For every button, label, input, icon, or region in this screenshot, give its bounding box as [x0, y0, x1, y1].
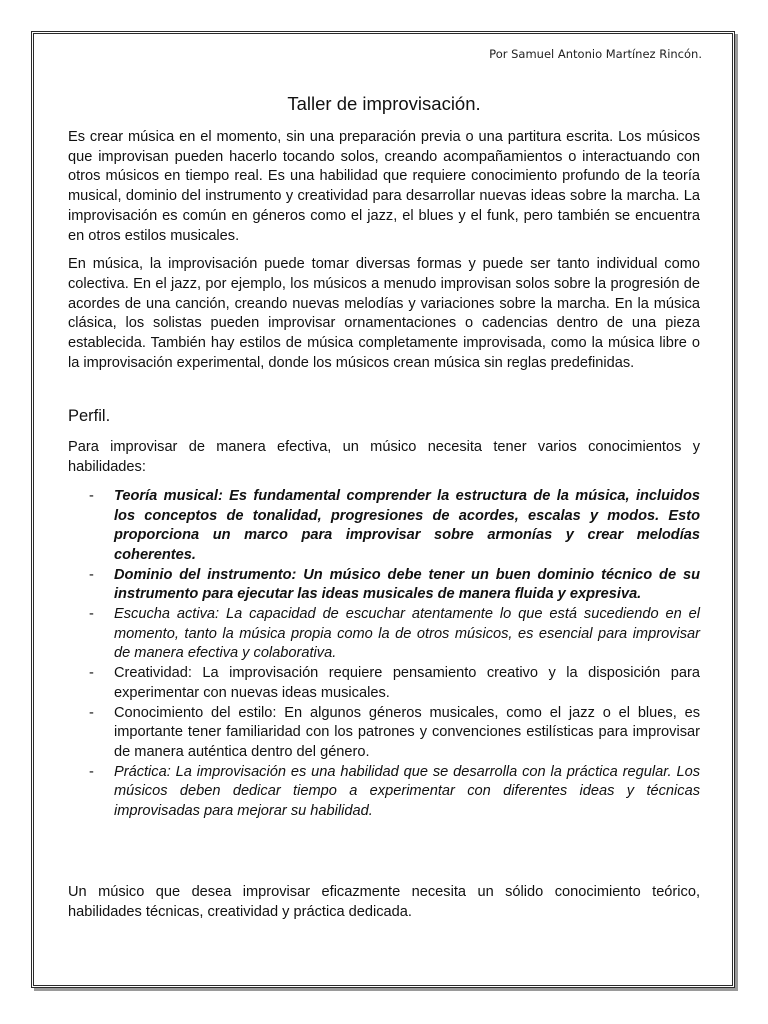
author-line: Por Samuel Antonio Martínez Rincón. [489, 47, 702, 61]
skill-text: Teoría musical: Es fundamental comprender la estructura de la música, incluidos los conceptos de tonalidad, progresiones de acordes, escalas y modos. Esto proporciona un marco para improvisar sobre armonías y crear melodías coherentes. [114, 487, 700, 563]
list-item-practica [68, 763, 700, 822]
bullet-dash: - [89, 566, 94, 583]
bullet-dash: - [89, 763, 94, 780]
bullet-dash: - [89, 665, 94, 682]
list-item-creatividad [68, 664, 700, 703]
intro-paragraph-2: En música, la improvisación puede tomar diversas formas y puede ser tanto individual como colectiva. En el jazz, por ejemplo, los músicos a menudo improvisan solos sobre la progresión de acordes de una canción, creando nuevas melodías y variaciones sobre la marcha. En la música clásica, los solistas pueden improvisar ornamentaciones o cadencias dentro de una pieza establecida. También hay estilos de música completamente improvisada, como la música libre o la improvisación experimental, donde los músicos crean música sin reglas predefinidas. [68, 256, 700, 371]
section-intro: Para improvisar de manera efectiva, un músico necesita tener varios conocimientos y habilidades: [68, 439, 700, 476]
document-title: Taller de improvisación. [287, 93, 481, 114]
skill-text: Escucha activa: La capacidad de escuchar atentamente lo que está sucediendo en el momento, tanto la música propia como la de otros músicos, es esencial para improvisar de manera efectiva y colaborativa. [114, 606, 700, 662]
list-item-escucha [68, 605, 700, 664]
skill-text: Práctica: La improvisación es una habilidad que se desarrolla con la práctica regular. Los músicos deben dedicar tiempo a experimentar con diferentes ideas y técnicas improvisadas para mejorar su habilidad. [114, 763, 700, 820]
bullet-dash: - [89, 487, 94, 504]
list-item-dominio [68, 566, 700, 605]
skill-text: Dominio del instrumento: Un músico debe tener un buen dominio técnico de su instrumento para ejecutar las ideas musicales de manera fluida y expresiva. [114, 566, 700, 603]
skills-list [68, 487, 700, 822]
bullet-dash: - [89, 606, 94, 623]
closing-paragraph: Un músico que desea improvisar eficazmente necesita un sólido conocimiento teórico, habilidades técnicas, creatividad y práctica dedicada. [68, 883, 700, 920]
section-heading-perfil: Perfil. [68, 407, 111, 426]
list-item-teoria [68, 487, 700, 566]
skill-text: Creatividad: La improvisación requiere pensamiento creativo y la disposición para experimentar con nuevas ideas musicales. [114, 665, 700, 701]
document-body [68, 90, 700, 931]
bullet-dash: - [89, 704, 94, 721]
list-item-estilo [68, 704, 700, 763]
intro-paragraph-1: Es crear música en el momento, sin una preparación previa o una partitura escrita. Los músicos que improvisan pueden hacerlo tocando solos, creando acompañamientos o interactuando con otros músicos en tiempo real. Es una habilidad que requiere conocimiento profundo de la teoría musical, dominio del instrumento y creatividad para desarrollar nuevas ideas sobre la marcha. La improvisación es común en géneros como el jazz, el blues y el funk, pero también se encuentra en otros estilos musicales. [68, 129, 700, 244]
skill-text: Conocimiento del estilo: En algunos géneros musicales, como el jazz o el blues, es importante tener familiaridad con los patrones y convenciones estilísticas para improvisar de manera auténtica dentro del género. [114, 704, 700, 760]
